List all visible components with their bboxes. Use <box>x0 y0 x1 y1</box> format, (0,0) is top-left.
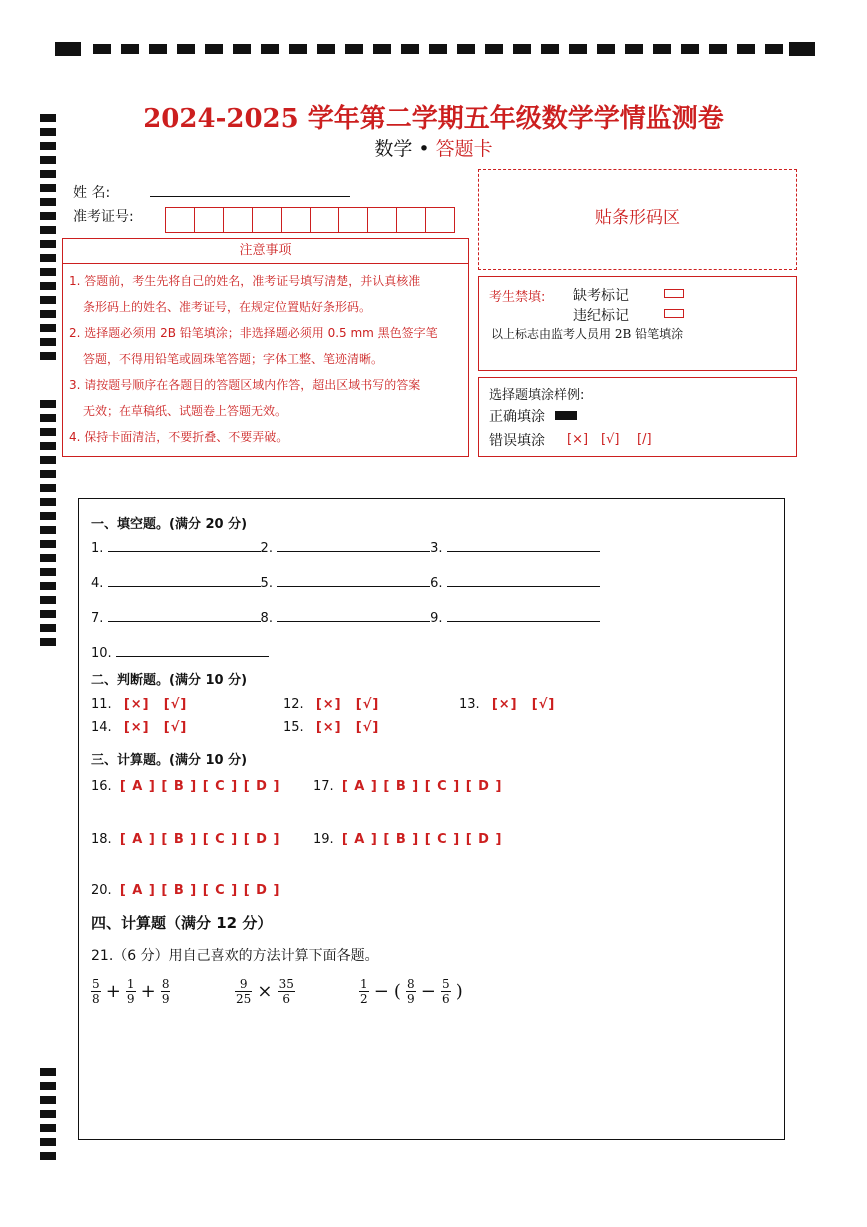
exam-subtitle <box>0 134 867 161</box>
correct-fill-sample <box>555 411 577 420</box>
fill-row-4 <box>91 644 269 661</box>
paren-open: ( <box>393 981 401 1002</box>
answer-blank[interactable] <box>108 539 261 552</box>
expression-2 <box>235 977 295 1006</box>
subtitle-dot: • <box>418 138 430 160</box>
exam-id-boxes[interactable] <box>165 207 455 233</box>
judge-check-option[interactable]: [√] <box>163 720 188 735</box>
fill-example-box <box>478 377 797 457</box>
notice-item-3-cont: 无效；在草稿纸、试题卷上答题无效。 <box>83 404 288 418</box>
fraction: $\frac{35}{6}$ <box>278 977 294 1006</box>
fraction: $\frac{8}{9}$ <box>161 977 170 1006</box>
fraction: $\frac{5}{6}$ <box>441 977 450 1006</box>
fraction: $\frac{8}{9}$ <box>407 977 415 1006</box>
notice-item-1-cont: 条形码上的姓名、准考证号，在规定位置贴好条形码。 <box>83 300 372 314</box>
exam-id-box[interactable] <box>397 208 426 232</box>
fill-row-2 <box>91 574 600 591</box>
exam-id-box[interactable] <box>339 208 368 232</box>
choice-q16 <box>91 779 280 794</box>
wrong-fill-label: 错误填涂 <box>489 433 545 449</box>
judge-q13 <box>459 697 555 712</box>
top-timing-marks <box>55 42 815 56</box>
violation-mark-box[interactable] <box>664 309 684 318</box>
q-num: 1. <box>91 541 104 556</box>
exam-id-box[interactable] <box>368 208 397 232</box>
q-num: 5. <box>260 576 273 591</box>
correct-fill-label: 正确填涂 <box>489 409 545 425</box>
notice-item-4: 4. 保持卡面清洁，不要折叠、不要弄破。 <box>69 430 289 444</box>
q-num: 3. <box>430 541 443 556</box>
judge-x-option[interactable]: [×] <box>491 697 518 712</box>
paren-close: ) <box>455 981 463 1002</box>
fraction: $\frac{1}{2}$ <box>360 977 368 1006</box>
judge-q11 <box>91 697 187 712</box>
answer-blank[interactable] <box>277 539 430 552</box>
forbid-label: 考生禁填: <box>489 290 546 305</box>
absent-label: 缺考标记 <box>573 288 629 304</box>
answer-blank[interactable] <box>277 609 430 622</box>
notice-item-1: 1. 答题前，考生先将自己的姓名，准考证号填写清楚，并认真核准 <box>69 274 421 288</box>
q-num: 12. <box>283 697 304 712</box>
fill-row-1 <box>91 539 600 556</box>
section-choice-title: 三、计算题。(满分 10 分) <box>91 753 248 768</box>
q-num: 2. <box>260 541 273 556</box>
choice-options[interactable]: [ A ] [ B ] [ C ] [ D ] <box>119 832 281 847</box>
choice-q19 <box>313 832 502 847</box>
section-judge-title: 二、判断题。(满分 10 分) <box>91 673 248 688</box>
absent-mark-box[interactable] <box>664 289 684 298</box>
operator: + <box>105 981 121 1002</box>
exam-id-box[interactable] <box>166 208 195 232</box>
judge-q12 <box>283 697 379 712</box>
section-fill-title: 一、填空题。(满分 20 分) <box>91 517 248 532</box>
fraction: $\frac{9}{25}$ <box>236 977 252 1006</box>
q-num: 16. <box>91 779 112 794</box>
exam-title: 2024-2025 学年第二学期五年级数学学情监测卷 <box>143 104 724 134</box>
answer-area <box>78 498 785 1140</box>
answer-blank[interactable] <box>108 574 261 587</box>
question-21: 21.（6 分）用自己喜欢的方法计算下面各题。 <box>91 948 379 964</box>
violation-label: 违纪标记 <box>573 308 629 324</box>
answer-blank[interactable] <box>277 574 430 587</box>
fill-row-3 <box>91 609 600 626</box>
operator: × <box>257 981 273 1002</box>
judge-check-option[interactable]: [√] <box>163 697 188 712</box>
answer-blank[interactable] <box>447 539 600 552</box>
answer-blank[interactable] <box>447 574 600 587</box>
choice-options[interactable]: [ A ] [ B ] [ C ] [ D ] <box>119 779 281 794</box>
q-num: 14. <box>91 720 112 735</box>
barcode-area: 贴条形码区 <box>478 169 797 270</box>
name-label: 姓 名: <box>73 185 111 201</box>
notice-item-3: 3. 请按题号顺序在各题目的答题区域内作答，超出区域书写的答案 <box>69 378 421 392</box>
choice-options[interactable]: [ A ] [ B ] [ C ] [ D ] <box>341 779 503 794</box>
notice-item-2-cont: 答题，不得用铅笔或圆珠笔答题；字体工整、笔迹清晰。 <box>83 352 384 366</box>
notice-item-2: 2. 选择题必须用 2B 铅笔填涂；非选择题必须用 0.5 mm 黑色签字笔 <box>69 326 438 340</box>
judge-q15 <box>283 720 379 735</box>
example-title: 选择题填涂样例: <box>489 388 585 403</box>
wrong-mark-slash: [/] <box>637 432 652 447</box>
choice-q20 <box>91 883 280 898</box>
judge-q14 <box>91 720 187 735</box>
answer-blank[interactable] <box>108 609 261 622</box>
q-num: 10. <box>91 646 112 661</box>
exam-id-label: 准考证号: <box>73 209 134 225</box>
choice-options[interactable]: [ A ] [ B ] [ C ] [ D ] <box>119 883 281 898</box>
answer-blank[interactable] <box>447 609 600 622</box>
left-timing-marks-middle <box>40 400 56 656</box>
q-num: 15. <box>283 720 304 735</box>
exam-id-box[interactable] <box>311 208 340 232</box>
judge-check-option[interactable]: [√] <box>355 720 380 735</box>
exam-id-box[interactable] <box>195 208 224 232</box>
q-num: 19. <box>313 832 334 847</box>
q-num: 13. <box>459 697 480 712</box>
proctor-mark-box <box>478 276 797 371</box>
forbid-note: 以上标志由监考人员用 2B 铅笔填涂 <box>491 327 684 341</box>
section-calc-title: 四、计算题（满分 12 分） <box>91 914 273 932</box>
q-num: 17. <box>313 779 334 794</box>
expression-1 <box>91 977 170 1006</box>
operator: + <box>140 981 156 1002</box>
judge-x-option[interactable]: [×] <box>123 720 150 735</box>
exam-id-box[interactable] <box>253 208 282 232</box>
fraction: $\frac{5}{8}$ <box>92 977 100 1006</box>
wrong-mark-x: [×] <box>567 432 589 447</box>
operator: − <box>373 981 389 1002</box>
choice-q18 <box>91 832 280 847</box>
left-timing-marks-lower <box>40 1068 56 1168</box>
operator: − <box>420 981 436 1002</box>
q-num: 20. <box>91 883 112 898</box>
judge-x-option[interactable]: [×] <box>315 697 342 712</box>
q-num: 8. <box>260 611 273 626</box>
working-area[interactable] <box>91 1029 771 1129</box>
subtitle-subject: 数学 <box>374 138 413 160</box>
q-num: 9. <box>430 611 443 626</box>
q-num: 18. <box>91 832 112 847</box>
notice-title: 注意事项 <box>63 239 468 264</box>
choice-options[interactable]: [ A ] [ B ] [ C ] [ D ] <box>341 832 503 847</box>
notice-box <box>62 238 469 457</box>
exam-id-box[interactable] <box>282 208 311 232</box>
judge-x-option[interactable]: [×] <box>315 720 342 735</box>
q-num: 4. <box>91 576 104 591</box>
subtitle-card: 答题卡 <box>435 138 493 160</box>
answer-blank[interactable] <box>116 644 269 657</box>
expression-3 <box>359 977 463 1006</box>
q-num: 6. <box>430 576 443 591</box>
q-num: 11. <box>91 697 112 712</box>
exam-id-box[interactable] <box>426 208 454 232</box>
name-field[interactable] <box>150 196 350 197</box>
q-num: 7. <box>91 611 104 626</box>
judge-x-option[interactable]: [×] <box>123 697 150 712</box>
choice-q17 <box>313 779 502 794</box>
judge-check-option[interactable]: [√] <box>531 697 556 712</box>
judge-check-option[interactable]: [√] <box>355 697 380 712</box>
wrong-mark-check: [√] <box>601 432 620 447</box>
fraction: $\frac{1}{9}$ <box>126 977 135 1006</box>
exam-id-box[interactable] <box>224 208 253 232</box>
